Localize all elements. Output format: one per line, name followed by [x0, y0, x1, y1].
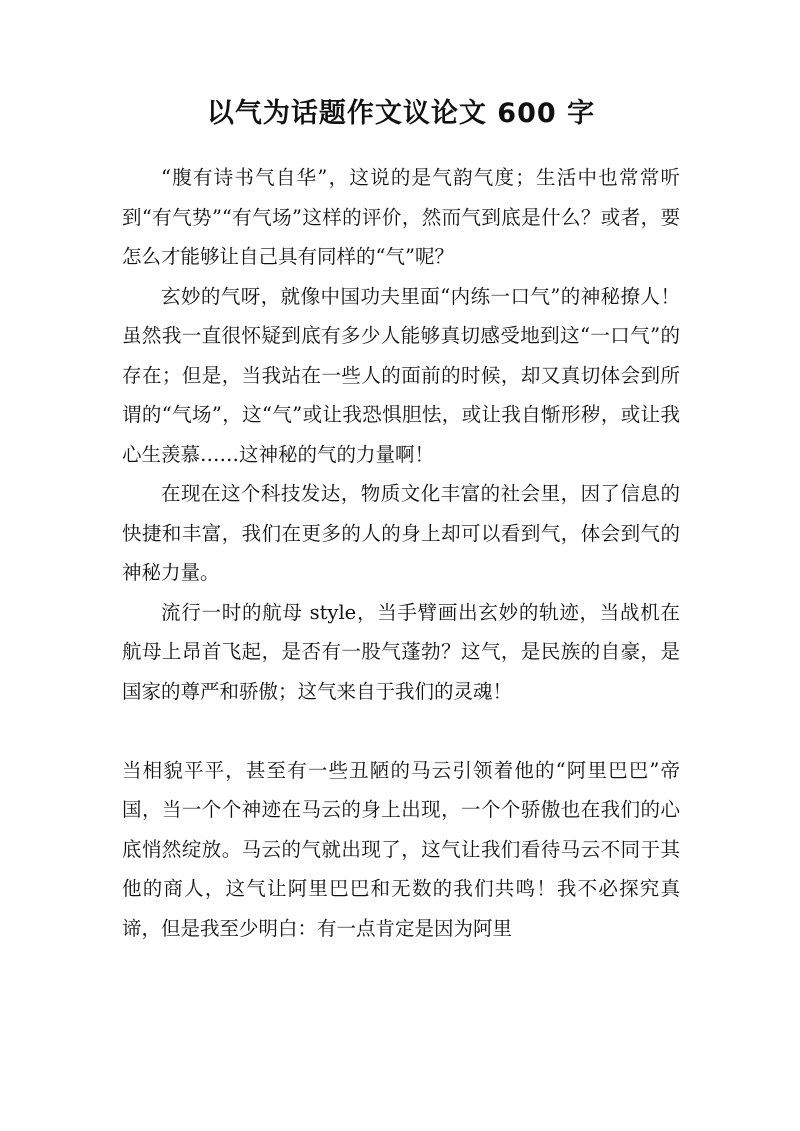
- paragraph-2: 玄妙的气呀，就像中国功夫里面“内练一口气”的神秘撩人！虽然我一直很怀疑到底有多少人能够真切感受地到这“一口气”的存在；但是，当我站在一些人的面前的时候，却又真切体会到所谓的“气场”，这“气”或让我恐惧胆怯，或让我自惭形秽，或让我心生羡慕……这神秘的气的力量啊！: [122, 284, 680, 466]
- paragraph-3: 在现在这个科技发达，物质文化丰富的社会里，因了信息的快捷和丰富，我们在更多的人的身上却可以看到气，体会到气的神秘力量。: [122, 482, 680, 584]
- paragraph-4: 流行一时的航母 style，当手臂画出玄妙的轨迹，当战机在航母上昂首飞起，是否有一股气蓬勃？这气，是民族的自豪，是国家的尊严和骄傲；这气来自于我们的灵魂！: [122, 600, 680, 703]
- paragraph-1: “腹有诗书气自华”，这说的是气韵气度；生活中也常常听到“有气势”“有气场”这样的评价，然而气到底是什么？或者，要怎么才能够让自己具有同样的“气”呢？: [122, 166, 680, 268]
- paragraph-5: 当相貌平平，甚至有一些丑陋的马云引领着他的“阿里巴巴”帝国，当一个个神迹在马云的身上出现，一个个骄傲也在我们的心底悄然绽放。马云的气就出现了，这气让我们看待马云不同于其他的商人，这气让阿里巴巴和无数的我们共鸣！我不必探究真谛，但是我至少明白：有一点肯定是因为阿里: [122, 758, 680, 940]
- document-title: 以气为话题作文议论文 600 字: [206, 98, 596, 129]
- blank-line: [122, 711, 680, 751]
